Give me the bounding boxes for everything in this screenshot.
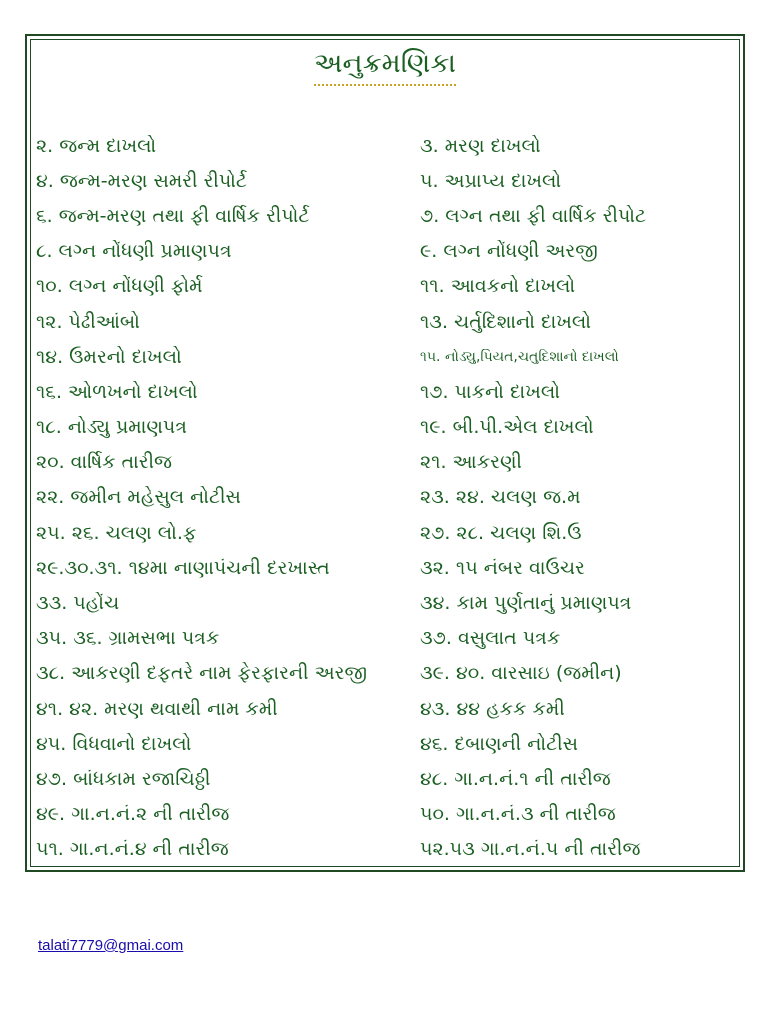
index-item: ૪૭. બાંધકામ રજાચિઠ્ઠી bbox=[36, 767, 211, 790]
index-item: ૪૮. ગા.ન.નં.૧ ની તારીજ bbox=[420, 767, 611, 790]
index-frame bbox=[25, 34, 745, 872]
index-item: ૩૪. કામ પુર્ણતાનું પ્રમાણપત્ર bbox=[420, 592, 632, 615]
index-row bbox=[36, 797, 736, 832]
index-item: ૫. અપ્રાપ્ય દાખલો bbox=[420, 169, 562, 192]
index-item: ૪. જન્મ-મરણ સમરી રીપોર્ટ bbox=[36, 169, 247, 192]
page-title-text: અનુક્રમણિકા bbox=[314, 46, 456, 86]
index-row bbox=[36, 374, 736, 409]
index-row bbox=[36, 832, 736, 867]
index-row bbox=[36, 163, 736, 198]
index-row bbox=[36, 480, 736, 515]
index-item: ૪૩. ૪૪ હકક કમી bbox=[420, 697, 565, 720]
index-row bbox=[36, 691, 736, 726]
index-item: ૨૯.૩૦.૩૧. ૧૪મા નાણાપંચની દરખાસ્ત bbox=[36, 556, 330, 579]
index-item: ૪૬. દબાણની નોટીસ bbox=[420, 732, 579, 755]
index-item: ૪૧. ૪૨. મરણ થવાથી નામ કમી bbox=[36, 697, 278, 720]
index-row bbox=[36, 234, 736, 269]
email-link[interactable]: talati7779@gmai.com bbox=[38, 937, 184, 954]
index-item: ૩૩. પહોંચ bbox=[36, 592, 120, 615]
index-item: ૩૫. ૩૬. ગ્રામસભા પત્રક bbox=[36, 627, 220, 650]
index-item: ૬. જન્મ-મરણ તથા ફી વાર્ષિક રીપોર્ટ bbox=[36, 204, 310, 227]
index-item: ૧૨. પેઢીઆંબો bbox=[36, 310, 140, 333]
index-item: ૨. જન્મ દાખલો bbox=[36, 134, 157, 157]
index-row bbox=[36, 621, 736, 656]
index-list bbox=[36, 128, 736, 867]
index-row bbox=[36, 269, 736, 304]
index-row bbox=[36, 726, 736, 761]
index-item: ૩. મરણ દાખલો bbox=[420, 134, 541, 157]
index-item: ૫૨.૫૩ ગા.ન.નં.૫ ની તારીજ bbox=[420, 838, 641, 861]
index-row bbox=[36, 761, 736, 796]
index-item: ૧૯. બી.પી.એલ દાખલો bbox=[420, 416, 594, 439]
index-item: ૧૧. આવકનો દાખલો bbox=[420, 275, 576, 298]
index-item: ૧૪. ઉંમરનો દાખલો bbox=[36, 345, 182, 368]
index-row bbox=[36, 445, 736, 480]
index-item: ૨૩. ૨૪. ચલણ જ.મ bbox=[420, 486, 581, 509]
index-item: ૨૭. ૨૮. ચલણ શિ.ઉ bbox=[420, 521, 582, 544]
index-row bbox=[36, 585, 736, 620]
index-row bbox=[36, 339, 736, 374]
index-row bbox=[36, 550, 736, 585]
index-item: ૧૬. ઓળખનો દાખલો bbox=[36, 380, 198, 403]
index-row bbox=[36, 410, 736, 445]
index-item: ૨૨. જમીન મહેસુલ નોટીસ bbox=[36, 486, 241, 509]
index-item: ૫૧. ગા.ન.નં.૪ ની તારીજ bbox=[36, 838, 229, 861]
index-row bbox=[36, 198, 736, 233]
index-item: ૪૯. ગા.ન.નં.૨ ની તારીજ bbox=[36, 803, 230, 826]
index-item: ૯. લગ્ન નોંધણી અરજી bbox=[420, 240, 598, 263]
index-item: ૧૮. નોડ્યુ પ્રમાણપત્ર bbox=[36, 416, 187, 439]
index-item: ૧૭. પાકનો દાખલો bbox=[420, 380, 560, 403]
index-row bbox=[36, 304, 736, 339]
index-item: ૧૩. ચર્તુદિશાનો દાખલો bbox=[420, 310, 592, 333]
index-item: ૮. લગ્ન નોંધણી પ્રમાણપત્ર bbox=[36, 240, 232, 263]
index-item: ૨૫. ૨૬. ચલણ લો.ફ bbox=[36, 521, 197, 544]
index-item: ૧૦. લગ્ન નોંધણી ફોર્મ bbox=[36, 275, 203, 298]
index-item: ૧૫. નોડ્યુ,પિયત,ચતુદિશાનો દાખલો bbox=[420, 348, 619, 365]
index-item: ૨૧. આકરણી bbox=[420, 451, 522, 474]
index-item: ૩૮. આકરણી દફતરે નામ ફેરફારની અરજી bbox=[36, 662, 368, 685]
index-item: ૩૭. વસુલાત પત્રક bbox=[420, 627, 561, 650]
index-item: ૩૨. ૧૫ નંબર વાઉચર bbox=[420, 556, 585, 579]
index-item: ૨૦. વાર્ષિક તારીજ bbox=[36, 451, 173, 474]
index-item: ૩૯. ૪૦. વારસાઇ (જમીન) bbox=[420, 662, 622, 685]
index-item: ૫૦. ગા.ન.નં.૩ ની તારીજ bbox=[420, 803, 616, 826]
index-row bbox=[36, 128, 736, 163]
index-row bbox=[36, 656, 736, 691]
index-row bbox=[36, 515, 736, 550]
page-title bbox=[27, 46, 743, 86]
index-item: ૭. લગ્ન તથા ફી વાર્ષિક રીપોટ bbox=[420, 204, 647, 227]
index-item: ૪૫. વિધવાનો દાખલો bbox=[36, 732, 192, 755]
